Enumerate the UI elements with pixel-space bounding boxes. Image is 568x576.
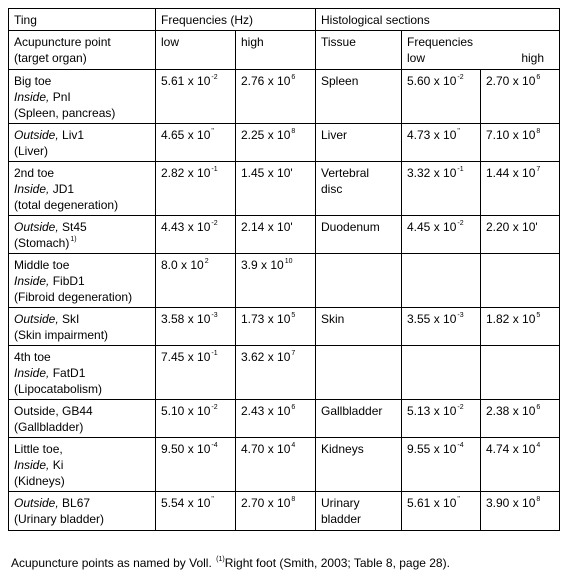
table-subheader-row [9,31,560,70]
table-row [9,308,560,346]
cell-acupuncture-point: Little toe, Inside, Ki (Kidneys) [9,438,156,492]
cell-section-frequency-high [481,254,560,308]
cell-frequency-high: 2.70 x $10^8$ [236,492,316,531]
cell-frequency-high: 4.70 x $10^4$ [236,438,316,492]
subheader-tissue: Tissue [316,31,402,70]
cell-acupuncture-point: Outside, GB44 (Gallbladder) [9,400,156,438]
cell-frequency-low: 8.0 x $10^2$ [156,254,236,308]
cell-tissue: Skin [316,308,402,346]
cell-frequency-high: 2.25 x $10^8$ [236,124,316,162]
cell-frequency-low: 5.61 x $10^{-2}$ [156,70,236,124]
cell-frequency-low: 4.65 x 10" [156,124,236,162]
cell-section-frequency-low: 4.45 x $10^{-2}$ [402,216,481,254]
cell-section-frequency-low [402,346,481,400]
cell-acupuncture-point: 2nd toe Inside, JD1 (total degeneration) [9,162,156,216]
table-footnote: Acupuncture points as named by Voll. $^{(1)}$Right foot (Smith, 2003; Table 8, page 28). [11,556,450,570]
subheader-acupuncture-point: Acupuncture point (target organ) [9,31,156,70]
cell-acupuncture-point: Outside, BL67 (Urinary bladder) [9,492,156,531]
cell-tissue: Gallbladder [316,400,402,438]
cell-frequency-low: 9.50 x $10^{-4}$ [156,438,236,492]
cell-section-frequency-low: 5.61 x 10" [402,492,481,531]
cell-frequency-low: 2.82 x $10^{-1}$ [156,162,236,216]
acupuncture-frequency-table [8,8,560,531]
cell-section-frequency-high: 4.74 x $10^4$ [481,438,560,492]
subheader-frequencies: Frequencies low high [402,31,560,70]
cell-section-frequency-high [481,346,560,400]
cell-section-frequency-high: 1.44 x $10^7$ [481,162,560,216]
cell-frequency-high: 2.76 x $10^6$ [236,70,316,124]
cell-section-frequency-high: 7.10 x $10^8$ [481,124,560,162]
cell-section-frequency-high: 2.70 x $10^6$ [481,70,560,124]
cell-section-frequency-low [402,254,481,308]
cell-acupuncture-point: Big toe Inside, PnI (Spleen, pancreas) [9,70,156,124]
cell-frequency-low: 5.54 x 10" [156,492,236,531]
table-row [9,124,560,162]
cell-tissue: Spleen [316,70,402,124]
header-ting: Ting [9,9,156,31]
subheader-sections-low: low [407,51,426,65]
cell-section-frequency-high: 2.20 x 10' [481,216,560,254]
table-body [9,70,560,531]
header-frequencies: Frequencies (Hz) [156,9,316,31]
table-row [9,492,560,531]
table-row [9,70,560,124]
cell-section-frequency-low: 9.55 x $10^{-4}$ [402,438,481,492]
cell-frequency-high: 1.73 x $10^5$ [236,308,316,346]
cell-frequency-high: 1.45 x 10' [236,162,316,216]
cell-tissue: Liver [316,124,402,162]
subheader-sections-high: high [521,51,544,65]
cell-tissue: Kidneys [316,438,402,492]
cell-tissue: Urinary bladder [316,492,402,531]
cell-frequency-low: 4.43 x $10^{-2}$ [156,216,236,254]
cell-frequency-low: 7.45 x $10^{-1}$ [156,346,236,400]
table-row [9,216,560,254]
cell-frequency-high: 3.62 x $10^7$ [236,346,316,400]
table-row [9,438,560,492]
cell-section-frequency-low: 5.60 x $10^{-2}$ [402,70,481,124]
cell-tissue: Duodenum [316,216,402,254]
cell-section-frequency-low: 3.32 x $10^{-1}$ [402,162,481,216]
table-row [9,346,560,400]
cell-acupuncture-point: 4th toe Inside, FatD1 (Lipocatabolism) [9,346,156,400]
cell-section-frequency-high: 1.82 x $10^5$ [481,308,560,346]
table-row [9,400,560,438]
table-row [9,162,560,216]
cell-section-frequency-low: 3.55 x $10^{-3}$ [402,308,481,346]
cell-tissue: Vertebral disc [316,162,402,216]
cell-acupuncture-point: Middle toe Inside, FibD1 (Fibroid degeneration) [9,254,156,308]
table-header-row [9,9,560,31]
cell-frequency-low: 5.10 x $10^{-2}$ [156,400,236,438]
cell-acupuncture-point: Outside, SkI (Skin impairment) [9,308,156,346]
header-histological-sections: Histological sections [316,9,560,31]
cell-acupuncture-point: Outside, St45 (Stomach)$^{1)}$ [9,216,156,254]
cell-section-frequency-low: 4.73 x 10" [402,124,481,162]
cell-frequency-low: 3.58 x $10^{-3}$ [156,308,236,346]
cell-frequency-high: 3.9 x $10^{10}$ [236,254,316,308]
cell-frequency-high: 2.14 x 10' [236,216,316,254]
cell-tissue [316,254,402,308]
table-row [9,254,560,308]
cell-section-frequency-low: 5.13 x $10^{-2}$ [402,400,481,438]
cell-section-frequency-high: 3.90 x $10^8$ [481,492,560,531]
cell-acupuncture-point: Outside, Liv1 (Liver) [9,124,156,162]
cell-tissue [316,346,402,400]
subheader-low: low [156,31,236,70]
cell-section-frequency-high: 2.38 x $10^6$ [481,400,560,438]
subheader-high: high [236,31,316,70]
cell-frequency-high: 2.43 x $10^6$ [236,400,316,438]
